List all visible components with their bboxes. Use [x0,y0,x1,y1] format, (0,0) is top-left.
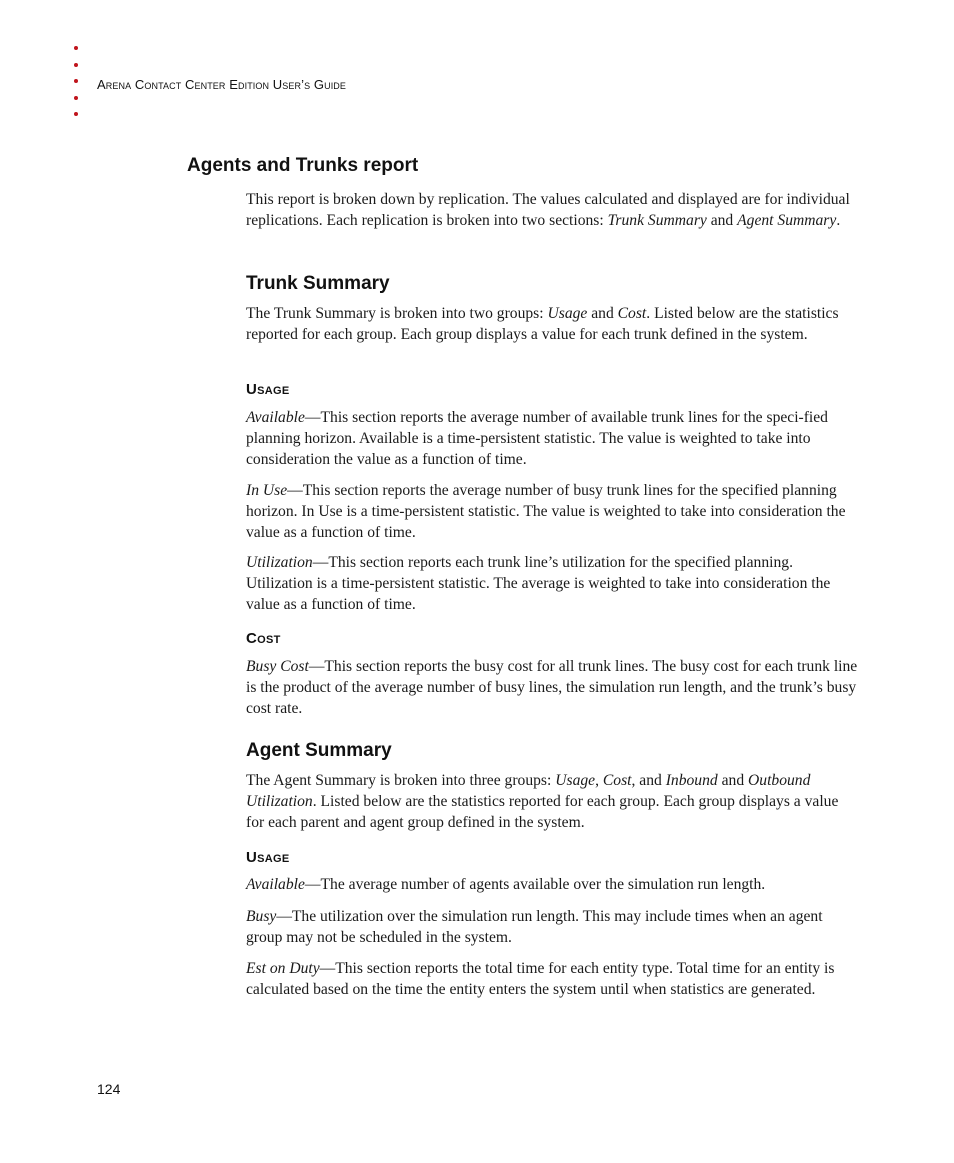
definition: —This section reports the average number of busy trunk lines for the specified planning horizon. In Use is a time-persistent statistic. The value is weighted to take into consideration the value as a function of time. [246,482,846,541]
definition: —This section reports each trunk line’s utilization for the specified planning. Utilization is a time-persistent statistic. The average is weighted to take into consideration the value as a function of time. [246,554,831,613]
intro-term: Trunk Summary [607,211,707,229]
intro-text: and [717,772,749,789]
page-number: 124 [97,1081,121,1097]
definition: —This section reports the average number of available trunk lines for the speci-fied planning horizon. Available is a time-persistent statistic. The value is weighted to take into consideration the value as a function of time. [246,409,828,468]
agent-summary-title: Agent Summary [246,740,392,761]
bullet-dot [74,46,78,50]
trunk-in-use-paragraph [246,481,858,543]
intro-text: , [595,772,603,789]
trunk-summary-intro [246,304,858,346]
definition: —The utilization over the simulation run length. This may include times when an agent group may not be scheduled in the system. [246,908,823,946]
bullet-dot [74,63,78,67]
term: Busy [246,908,277,925]
agent-busy-paragraph [246,907,858,949]
trunk-cost-heading: Cost [246,630,281,647]
definition: —This section reports the busy cost for all trunk lines. The busy cost for each trunk line is the product of the average number of busy lines, the simulation run length, and the trunk’s busy cost rate. [246,658,858,717]
trunk-busy-cost-paragraph [246,657,858,719]
definition: —This section reports the total time for each entity type. Total time for an entity is calculated based on the time the entity enters the system until when statistics are generated. [246,960,835,998]
intro-text: and [587,305,618,322]
intro-term: Inbound [665,772,718,789]
intro-term: Usage [555,772,596,789]
term: In Use [246,482,288,499]
margin-bullet-column [74,46,82,129]
definition: —The average number of agents available over the simulation run length. [304,876,766,893]
agent-usage-heading: Usage [246,849,290,866]
trunk-available-paragraph [246,408,858,470]
intro-text: This report is broken down by replication. The values calculated and displayed are for individual replications. Each replication is broken into two sections: [246,191,850,229]
intro-text: , and [631,772,666,789]
section-title: Agents and Trunks report [187,155,419,176]
agent-summary-intro [246,771,858,833]
running-header: Arena Contact Center Edition User’s Guide [97,77,347,92]
intro-text: and [706,211,738,229]
bullet-dot [74,112,78,116]
trunk-summary-title: Trunk Summary [246,273,390,294]
intro-term: Usage [547,305,588,322]
term: Busy Cost [246,658,309,675]
intro-term: Agent Summary [737,211,837,229]
intro-text: . [836,211,841,229]
intro-term: Cost [617,305,647,322]
term: Utilization [246,554,313,571]
intro-term: Outbound Utilization [246,772,811,810]
intro-term: Cost [602,772,632,789]
trunk-utilization-paragraph [246,553,858,615]
section-intro-paragraph [246,190,858,232]
term: Est on Duty [246,960,320,977]
trunk-usage-heading: Usage [246,381,290,398]
term: Available [246,409,305,426]
intro-text: The Agent Summary is broken into three groups: [246,772,556,789]
intro-text: The Trunk Summary is broken into two groups: [246,305,548,322]
agent-est-on-duty-paragraph [246,959,858,1001]
bullet-dot [74,79,78,83]
intro-text: . Listed below are the statistics reported for each group. Each group displays a value for each trunk defined in the system. [246,305,839,343]
term: Available [246,876,305,893]
agent-available-paragraph [246,875,858,896]
intro-text: . Listed below are the statistics reported for each group. Each group displays a value for each parent and agent group defined in the system. [246,792,839,831]
bullet-dot [74,96,78,100]
